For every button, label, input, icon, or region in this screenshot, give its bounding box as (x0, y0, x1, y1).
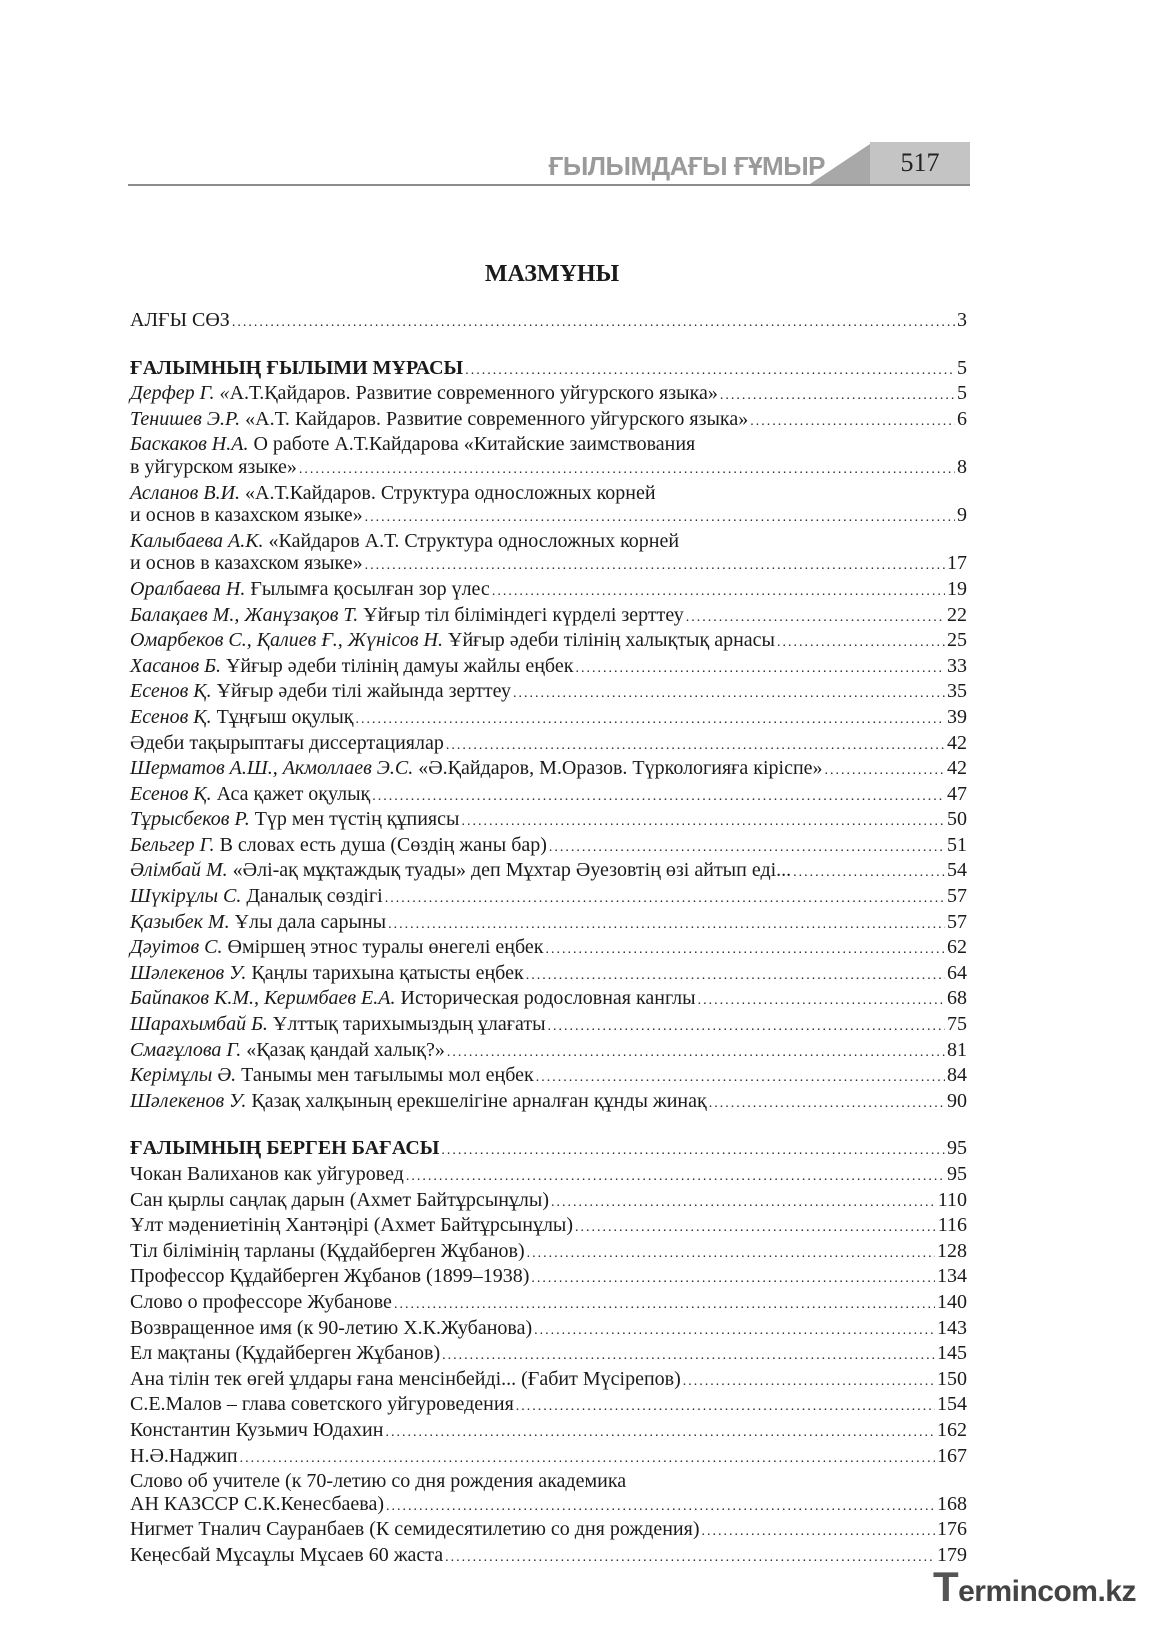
toc-entry-text (130, 936, 544, 959)
toc-entry-title: «Кайдаров А.Т. Структура односложных корней (263, 529, 680, 552)
section-title: ҒАЛЫМНЫҢ ҒЫЛЫМИ МҰРАСЫ (130, 356, 464, 379)
toc-entry[interactable] (130, 757, 967, 783)
toc-entry-title: Қаңлы тарихына қатысты еңбек (246, 961, 524, 984)
toc-entry[interactable] (130, 911, 967, 937)
toc-entry-title: «А.Т.Кайдаров. Структура односложных корней (240, 481, 656, 504)
dot-leader (465, 360, 955, 383)
toc-entry-text (130, 655, 573, 678)
toc-entry[interactable] (130, 1240, 967, 1266)
toc-entry-author: Байпаков К.М., Керимбаев Е.А. (130, 987, 396, 1010)
toc-entry-page: 162 (937, 1418, 967, 1441)
toc-entry-text (130, 552, 363, 575)
toc-entry[interactable] (130, 1544, 967, 1570)
table-of-contents (130, 309, 967, 1570)
toc-entry-text (130, 1039, 445, 1062)
toc-entry-page: 75 (947, 1013, 967, 1036)
toc-entry-author: Дерфер Г. « (130, 382, 230, 405)
toc-entry[interactable] (130, 859, 967, 885)
toc-entry[interactable] (130, 1419, 967, 1445)
toc-entry-title: Ұйғыр тіл біліміндегі күрделі зерттеу (358, 603, 684, 626)
toc-entry-title: Профессор Құдайберген Жұбанов (1899–1938) (130, 1265, 530, 1288)
toc-entry[interactable] (130, 1393, 967, 1419)
dot-leader (546, 939, 945, 962)
toc-entry-author: Смағұлова Г. (130, 1038, 242, 1061)
toc-entry-author: Асланов В.И. (130, 481, 241, 504)
toc-entry-text (130, 706, 354, 729)
toc-entry[interactable] (130, 1518, 967, 1544)
toc-entry-title: О работе А.Т.Кайдарова «Китайские заимствования (248, 433, 696, 456)
toc-entry-title: Историческая родословная канглы (395, 987, 696, 1010)
dot-leader (441, 1140, 945, 1163)
header-rule (128, 184, 970, 186)
dot-leader (365, 555, 945, 578)
toc-entry-page: 42 (947, 731, 967, 754)
toc-entry-title-cont: и основ в казахском языке» (130, 552, 363, 575)
toc-entry-text (130, 808, 459, 831)
toc-entry-author: Балақаев М., Жанұзақов Т. (130, 603, 359, 626)
toc-entry[interactable] (130, 552, 967, 578)
toc-entry-text (130, 732, 444, 755)
dot-leader (549, 837, 945, 860)
toc-entry-page: 19 (947, 577, 967, 600)
toc-entry-author: Шәлекенов У. (130, 1089, 247, 1112)
dot-leader (446, 735, 945, 758)
toc-entry[interactable] (130, 783, 967, 809)
dot-leader (240, 1448, 935, 1471)
toc-entry-text (130, 1240, 525, 1263)
toc-entry-text (130, 1393, 514, 1416)
toc-entry-title: «Әлі-ақ мұқтаждық туады» деп Мұхтар Әуезовтің өзі айтып еді... (227, 859, 792, 882)
toc-entry[interactable] (130, 936, 967, 962)
toc-entry[interactable] (130, 885, 967, 911)
toc-entry[interactable] (130, 834, 967, 860)
toc-entry-text (130, 911, 386, 934)
toc-entry[interactable] (130, 456, 967, 482)
toc-entry-page: 50 (947, 808, 967, 831)
toc-entry-page: 35 (947, 680, 967, 703)
toc-entry[interactable] (130, 987, 967, 1013)
running-header (128, 140, 970, 186)
toc-entry[interactable] (130, 408, 967, 434)
toc-entry-text (130, 1342, 440, 1365)
dot-leader (232, 312, 955, 335)
toc-entry-page: 81 (947, 1038, 967, 1061)
dot-leader (702, 1521, 936, 1544)
toc-entry-author: Дәуітов С. (130, 936, 223, 959)
toc-entry-title: «Қазақ қандай халық?» (241, 1038, 445, 1061)
toc-entry-page: 176 (937, 1518, 967, 1541)
toc-entry-page: 154 (937, 1393, 967, 1416)
toc-entry-page: 8 (957, 455, 967, 478)
toc-entry-title: Кеңесбай Мұсаұлы Мұсаев 60 жаста (130, 1543, 444, 1566)
dot-leader (516, 1396, 935, 1419)
toc-entry-author: Есенов Қ. (130, 680, 212, 703)
toc-entry-page: 57 (947, 910, 967, 933)
header-title: ҒЫЛЫМДАҒЫ ҒҰМЫР (548, 151, 825, 181)
toc-entry-page: 145 (937, 1342, 967, 1365)
toc-entry[interactable] (130, 1189, 967, 1215)
toc-entry-page: 179 (937, 1543, 967, 1566)
toc-entry-title-cont: в уйгурском языке» (130, 455, 297, 478)
toc-entry-title: Ана тілін тек өгей ұлдары ғана менсінбейді... (Ғабит Мүсірепов) (130, 1367, 681, 1390)
page-number: 517 (870, 142, 970, 184)
toc-entry-text (130, 834, 547, 857)
section-entries (130, 1163, 967, 1570)
toc-entry-text (130, 1265, 529, 1288)
dot-leader (445, 1547, 935, 1570)
toc-entry-title: Аса қажет оқулық (211, 782, 371, 805)
toc-entry-title: Нигмет Тналич Сауранбаев (К семидесятилетию со дня рождения) (130, 1518, 700, 1541)
toc-entry-title: Константин Кузьмич Юдахин (130, 1418, 384, 1441)
toc-section-heading[interactable] (130, 1137, 967, 1163)
toc-entry[interactable] (130, 1265, 967, 1291)
dot-leader (825, 760, 945, 783)
toc-entry-text (130, 604, 684, 627)
toc-entry-page: 167 (937, 1444, 967, 1467)
toc-entry-title: Ұлт мәдениетінің Хантәңірі (Ахмет Байтұрсынұлы) (130, 1214, 574, 1237)
dot-leader (394, 1294, 935, 1317)
dot-leader (534, 1320, 935, 1343)
toc-entry-title: Тұңғыш оқулық (211, 705, 354, 728)
toc-entry-title: «А.Т. Кайдаров. Развитие современного уйгурского языка» (240, 407, 749, 430)
toc-entry-title: А.Т.Қайдаров. Развитие современного уйгурского языка» (229, 382, 718, 405)
dot-leader (531, 1268, 935, 1291)
dot-leader (686, 607, 945, 630)
dot-leader (356, 709, 945, 732)
toc-entry-line[interactable] (130, 433, 967, 456)
toc-entry-page: 51 (947, 833, 967, 856)
toc-entry[interactable] (130, 1342, 967, 1368)
toc-entry-line[interactable] (130, 530, 967, 553)
dot-leader (575, 658, 945, 681)
toc-entry-title: Ұйғыр әдеби тілі жайында зерттеу (211, 680, 511, 703)
dot-leader (386, 1496, 935, 1519)
toc-entry-author: Әлімбай М. (130, 859, 228, 882)
toc-entry-page: 42 (947, 757, 967, 780)
toc-entry-page: 39 (947, 705, 967, 728)
toc-entry-page: 57 (947, 885, 967, 908)
toc-entry-title: АЛҒЫ СӨЗ (130, 309, 230, 331)
toc-entry[interactable] (130, 706, 967, 732)
toc-entry-page: 84 (947, 1064, 967, 1087)
dot-leader (548, 1016, 945, 1039)
toc-entry-title: Чокан Валиханов как уйгуровед (130, 1163, 404, 1185)
toc-entry-text (130, 456, 297, 479)
toc-entry-text (130, 1090, 707, 1113)
dot-leader (406, 1166, 945, 1189)
dot-leader (365, 507, 955, 530)
toc-entry[interactable] (130, 1163, 967, 1189)
dot-leader (720, 385, 955, 408)
toc-entry-text (130, 987, 696, 1010)
toc-entry-text (130, 629, 775, 652)
toc-entry-author: Есенов Қ. (130, 782, 212, 805)
toc-entry[interactable] (130, 1090, 967, 1116)
toc-entry[interactable] (130, 578, 967, 604)
toc-entry-title: Ұйғыр әдеби тілінің дамуы жайлы еңбек (220, 654, 574, 677)
toc-entry-text (130, 885, 383, 908)
toc-section-heading[interactable] (130, 357, 967, 383)
toc-entry-title: Слово о профессоре Жубанове (130, 1290, 392, 1313)
toc-entry-foreword[interactable] (130, 309, 967, 335)
toc-entry-title: Даналық сөздігі (241, 885, 383, 908)
toc-entry-text (130, 1163, 404, 1186)
toc-entry-author: Шүкірұлы С. (130, 885, 242, 908)
toc-entry[interactable] (130, 1013, 967, 1039)
toc-entry-page: 3 (957, 309, 967, 331)
toc-entry-page: 9 (957, 504, 967, 527)
toc-entry-title: Ел мақтаны (Құдайберген Жұбанов) (130, 1342, 441, 1365)
toc-entry-page: 33 (947, 654, 967, 677)
toc-entry-title: Ұлттық тарихымыздың ұлағаты (267, 1013, 546, 1036)
toc-entry-page: 68 (947, 987, 967, 1010)
toc-entry[interactable] (130, 1445, 967, 1471)
dot-leader (442, 1345, 935, 1368)
toc-entry-title: «Ә.Қайдаров, М.Оразов. Түркологияға кіріспе» (413, 757, 823, 780)
toc-entry-author: Керімұлы Ә. (130, 1064, 237, 1087)
toc-entry-text (130, 1064, 534, 1087)
dot-leader (777, 632, 945, 655)
toc-entry-page: 54 (947, 859, 967, 882)
toc-entry-text (130, 1368, 681, 1391)
toc-entry[interactable] (130, 604, 967, 630)
toc-entry-title: Түр мен түстің құпиясы (249, 808, 460, 831)
toc-entry-title: Өміршең этнос туралы өнегелі еңбек (222, 936, 544, 959)
toc-entry-text (130, 962, 524, 985)
toc-entry-author: Шәлекенов У. (130, 961, 247, 984)
section-title: ҒАЛЫМНЫҢ БЕРГЕН БАҒАСЫ (130, 1137, 440, 1160)
dot-leader (750, 411, 955, 434)
section-page: 5 (957, 356, 967, 379)
toc-entry-page: 95 (947, 1163, 967, 1185)
toc-entry-text (130, 1291, 392, 1314)
toc-entry[interactable] (130, 732, 967, 758)
dot-leader (793, 862, 945, 885)
dot-leader (709, 1093, 945, 1116)
toc-entry-text (130, 859, 791, 882)
toc-entry-page: 22 (947, 603, 967, 626)
toc-entry-title: Қазақ халқының ерекшелігіне арналған құнды жинақ (246, 1089, 707, 1112)
toc-entry-text (130, 1214, 573, 1237)
toc-entry-page: 62 (947, 936, 967, 959)
toc-entry-page: 6 (957, 407, 967, 430)
toc-entry-title: Н.Ә.Наджип (130, 1444, 238, 1467)
dot-leader (536, 1067, 945, 1090)
toc-entry-text (130, 783, 370, 806)
toc-entry-line[interactable] (130, 482, 967, 505)
toc-entry-page: 5 (957, 382, 967, 405)
dot-leader (492, 581, 945, 604)
toc-entry-author: Шерматов А.Ш., Акмоллаев Э.С. (130, 757, 414, 780)
toc-entry-page: 17 (947, 552, 967, 575)
toc-entry-title: Ғылымға қосылған зор үлес (245, 577, 490, 600)
toc-entry-title-cont: и основ в казахском языке» (130, 504, 363, 527)
toc-entry-page: 25 (947, 629, 967, 652)
toc-entry[interactable] (130, 962, 967, 988)
section-page: 95 (947, 1137, 967, 1160)
toc-entry[interactable] (130, 504, 967, 530)
toc-entry-text (130, 1493, 384, 1516)
dot-leader (388, 914, 945, 937)
toc-entry[interactable] (130, 655, 967, 681)
toc-entry-text (130, 504, 363, 527)
toc-title: МАЗМҰНЫ (484, 261, 620, 287)
toc-entry-title: В словах есть душа (Сөздің жаны бар) (214, 833, 547, 856)
toc-entry[interactable] (130, 1064, 967, 1090)
toc-entry-text (130, 1518, 700, 1541)
toc-entry-page: 143 (937, 1316, 967, 1339)
toc-entry-page: 128 (937, 1239, 967, 1262)
toc-entry-title: Танымы мен тағылымы мол еңбек (236, 1064, 534, 1087)
dot-leader (299, 459, 955, 482)
toc-entry-author: Шарахымбай Б. (130, 1013, 268, 1036)
toc-entry[interactable] (130, 629, 967, 655)
toc-entry-text (130, 578, 490, 601)
toc-entry-text (130, 1419, 383, 1442)
toc-entry-author: Есенов Қ. (130, 705, 212, 728)
dot-leader (513, 683, 945, 706)
toc-entry-author: Оралбаева Н. (130, 577, 246, 600)
toc-entry-page: 134 (937, 1265, 967, 1288)
toc-entry-title: С.Е.Малов – глава советского уйгуроведения (130, 1393, 514, 1416)
dot-leader (461, 811, 945, 834)
toc-entry-page: 168 (937, 1492, 967, 1515)
toc-entry-page: 64 (947, 961, 967, 984)
dot-leader (385, 888, 945, 911)
toc-entry-title: Слово об учителе (к 70-летию со дня рождения академика (130, 1470, 627, 1493)
toc-entry[interactable] (130, 1214, 967, 1240)
toc-entry-title-cont: АН КАЗССР С.К.Кенесбаева) (130, 1492, 384, 1515)
toc-entry[interactable] (130, 1493, 967, 1519)
dot-leader (551, 1192, 936, 1215)
toc-entry-title: Сан қырлы саңлақ дарын (Ахмет Байтұрсынұлы) (130, 1188, 549, 1211)
termincom-logo: Termincom.kz (932, 1563, 1136, 1610)
toc-entry-line[interactable] (130, 1470, 967, 1493)
toc-entry[interactable] (130, 680, 967, 706)
toc-entry[interactable] (130, 1317, 967, 1343)
dot-leader (385, 1422, 935, 1445)
toc-entry-author: Бельгер Г. (130, 833, 215, 856)
toc-entry[interactable] (130, 1368, 967, 1394)
toc-entry-title: Әдеби тақырыптағы диссертациялар (130, 731, 444, 754)
toc-entry-author: Қазыбек М. (130, 910, 230, 933)
toc-entry-author: Калыбаева А.К. (130, 529, 264, 552)
toc-entry-title: Ұлы дала сарыны (229, 910, 387, 933)
header-decoration (810, 144, 870, 184)
dot-leader (527, 1243, 935, 1266)
toc-entry-text (130, 408, 748, 431)
toc-entry[interactable] (130, 1291, 967, 1317)
toc-entry[interactable] (130, 808, 967, 834)
toc-entry-text (130, 1013, 546, 1036)
toc-entry-text (130, 1445, 238, 1468)
dot-leader (683, 1371, 935, 1394)
toc-entry-text (130, 382, 718, 405)
toc-entry-text (130, 1317, 532, 1340)
toc-entry-page: 140 (937, 1290, 967, 1313)
dot-leader (698, 990, 945, 1013)
dot-leader (575, 1217, 936, 1240)
toc-entry-title: Возвращенное имя (к 90-летию Х.К.Жубанова) (130, 1316, 533, 1339)
toc-entry-author: Тенишев Э.Р. (130, 407, 241, 430)
toc-entry[interactable] (130, 1039, 967, 1065)
toc-entry-text (130, 1544, 443, 1567)
toc-entry-text (130, 1189, 549, 1212)
toc-entry-title: Тіл білімінің тарланы (Құдайберген Жұбанов) (130, 1239, 525, 1262)
toc-entry-page: 47 (947, 782, 967, 805)
toc-entry-page: 150 (937, 1367, 967, 1390)
dot-leader (372, 786, 945, 809)
toc-entry-author: Омарбеков С., Қалиев Ғ., Жүнісов Н. (130, 629, 443, 652)
toc-entry-author: Хасанов Б. (130, 654, 221, 677)
dot-leader (526, 965, 945, 988)
toc-entry-text (130, 757, 823, 780)
toc-entry-author: Баскаков Н.А. (130, 433, 249, 456)
toc-entry[interactable] (130, 382, 967, 408)
toc-entry-page: 116 (937, 1214, 967, 1237)
toc-entry-title: Ұйғыр әдеби тілінің халықтық арнасы (443, 629, 775, 652)
toc-entry-author: Тұрысбеков Р. (130, 808, 250, 831)
toc-entry-text (130, 680, 511, 703)
toc-entry-page: 90 (947, 1089, 967, 1112)
section-entries (130, 382, 967, 1115)
dot-leader (447, 1042, 945, 1065)
toc-entry-page: 110 (937, 1188, 967, 1211)
